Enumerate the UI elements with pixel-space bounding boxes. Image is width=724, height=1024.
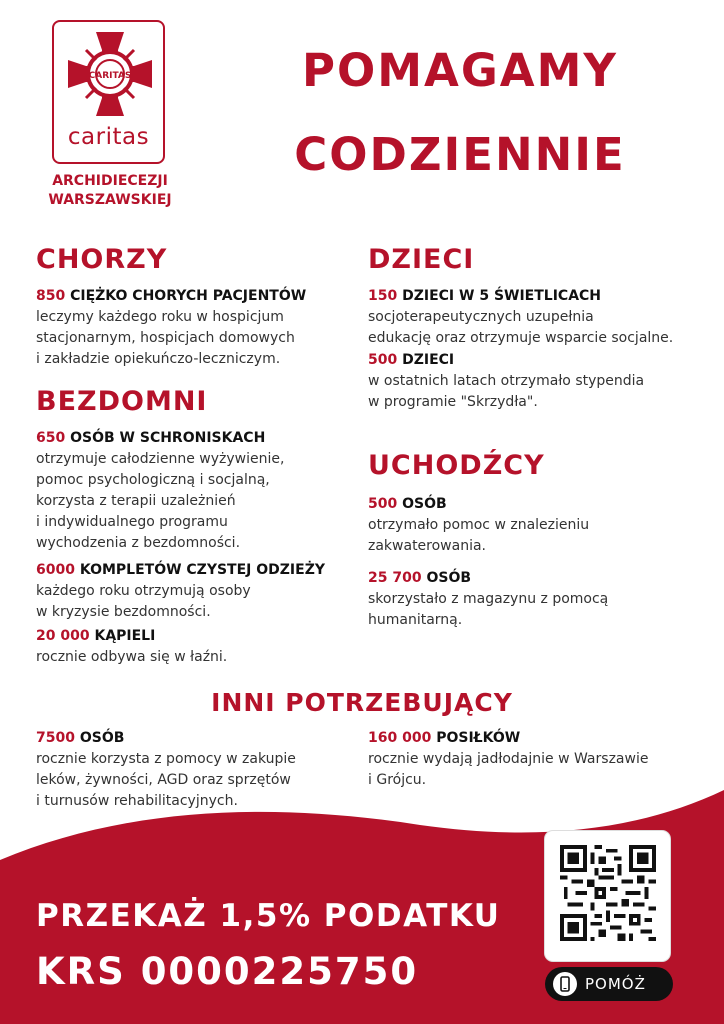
item-text: skorzystało z magazynu z pomocą humanitarną. <box>368 591 609 628</box>
item-text: rocznie korzysta z pomocy w zakupie leków, żywności, AGD oraz sprzętów i turnusów rehabilitacyjnych. <box>36 751 296 809</box>
caritas-logo <box>52 20 165 164</box>
item-heading <box>368 352 644 368</box>
item-text: socjoterapeutycznych uzupełnia edukację oraz otrzymuje wsparcie socjalne. <box>368 309 674 346</box>
phone-icon <box>553 972 577 996</box>
item-label: KĄPIELI <box>89 628 156 644</box>
item-number: 150 <box>368 288 398 304</box>
qr-code-icon <box>560 845 656 941</box>
section-heading-dzieci: DZIECI <box>368 244 475 275</box>
bezdomni-item-1 <box>36 430 284 554</box>
item-text: każdego roku otrzymują osoby w kryzysie bezdomności. <box>36 583 251 620</box>
item-number: 25 700 <box>368 570 422 586</box>
item-label: OSÓB <box>74 730 125 746</box>
section-heading-chorzy: CHORZY <box>36 244 168 275</box>
item-heading <box>36 730 296 746</box>
item-number: 6000 <box>36 562 75 578</box>
uchodzcy-item-2 <box>368 570 608 631</box>
item-label: KOMPLETÓW CZYSTEJ ODZIEŻY <box>74 562 325 578</box>
pomoz-button-label: POMÓŻ <box>585 975 646 993</box>
item-number: 650 <box>36 430 66 446</box>
logo-subtitle-line1: ARCHIDIECEZJI <box>52 173 168 189</box>
item-label: OSÓB <box>397 496 447 512</box>
item-text: rocznie odbywa się w łaźni. <box>36 649 228 665</box>
dzieci-item-2 <box>368 352 644 413</box>
item-label: DZIECI W 5 ŚWIETLICACH <box>397 288 602 304</box>
item-label: OSÓB <box>421 570 472 586</box>
page-title-line2: CODZIENNIE <box>294 128 626 181</box>
item-label: POSIŁKÓW <box>431 730 521 746</box>
item-heading <box>36 288 306 304</box>
item-text: leczymy każdego roku w hospicjum stacjonarnym, hospicjach domowych i zakładzie opiekuńczo-leczniczym. <box>36 309 295 367</box>
footer-krs-number: KRS 0000225750 <box>36 950 419 993</box>
item-heading <box>368 730 648 746</box>
pomoz-button[interactable] <box>545 967 673 1001</box>
caritas-cross-icon <box>66 30 154 118</box>
item-text: otrzymało pomoc w znalezieniu zakwaterowania. <box>368 517 590 554</box>
item-heading <box>368 288 673 304</box>
item-label: OSÓB W SCHRONISKACH <box>65 430 266 446</box>
item-number: 500 <box>368 496 398 512</box>
item-text: otrzymuje całodzienne wyżywienie, pomoc psychologiczną i socjalną, korzysta z terapii uzależnień i indywidualnego programu wychodzenia z bezdomności. <box>36 451 285 551</box>
section-heading-bezdomni: BEZDOMNI <box>36 386 208 417</box>
bezdomni-item-3 <box>36 628 227 668</box>
item-heading <box>368 496 589 512</box>
item-label: DZIECI <box>397 352 455 368</box>
logo-wordmark: caritas <box>67 124 150 150</box>
logo-subtitle-line2: WARSZAWSKIEJ <box>48 192 172 208</box>
item-text: rocznie wydają jadłodajnie w Warszawie i Grójcu. <box>368 751 649 788</box>
item-heading <box>36 562 325 578</box>
footer-tax-line: PRZEKAŻ 1,5% PODATKU <box>36 898 501 934</box>
item-number: 850 <box>36 288 66 304</box>
item-text: w ostatnich latach otrzymało stypendia w programie "Skrzydła". <box>368 373 645 410</box>
page-title-line1: POMAGAMY <box>302 44 618 97</box>
item-heading <box>36 430 284 446</box>
logo-subtitle <box>30 172 190 210</box>
section-heading-inni: INNI POTRZEBUJĄCY <box>211 688 513 717</box>
item-number: 500 <box>368 352 398 368</box>
uchodzcy-item-1 <box>368 496 589 557</box>
item-number: 160 000 <box>368 730 432 746</box>
section-heading-uchodzcy: UCHODŹCY <box>368 450 545 481</box>
item-number: 7500 <box>36 730 75 746</box>
item-label: CIĘŻKO CHORYCH PACJENTÓW <box>65 288 307 304</box>
chorzy-item-1 <box>36 288 306 370</box>
qr-code-card[interactable] <box>545 831 670 961</box>
bezdomni-item-2 <box>36 562 325 623</box>
item-heading <box>36 628 227 644</box>
item-number: 20 000 <box>36 628 90 644</box>
logo-ring-text: CARITAS <box>88 71 132 81</box>
dzieci-item-1 <box>368 288 673 349</box>
item-heading <box>368 570 608 586</box>
